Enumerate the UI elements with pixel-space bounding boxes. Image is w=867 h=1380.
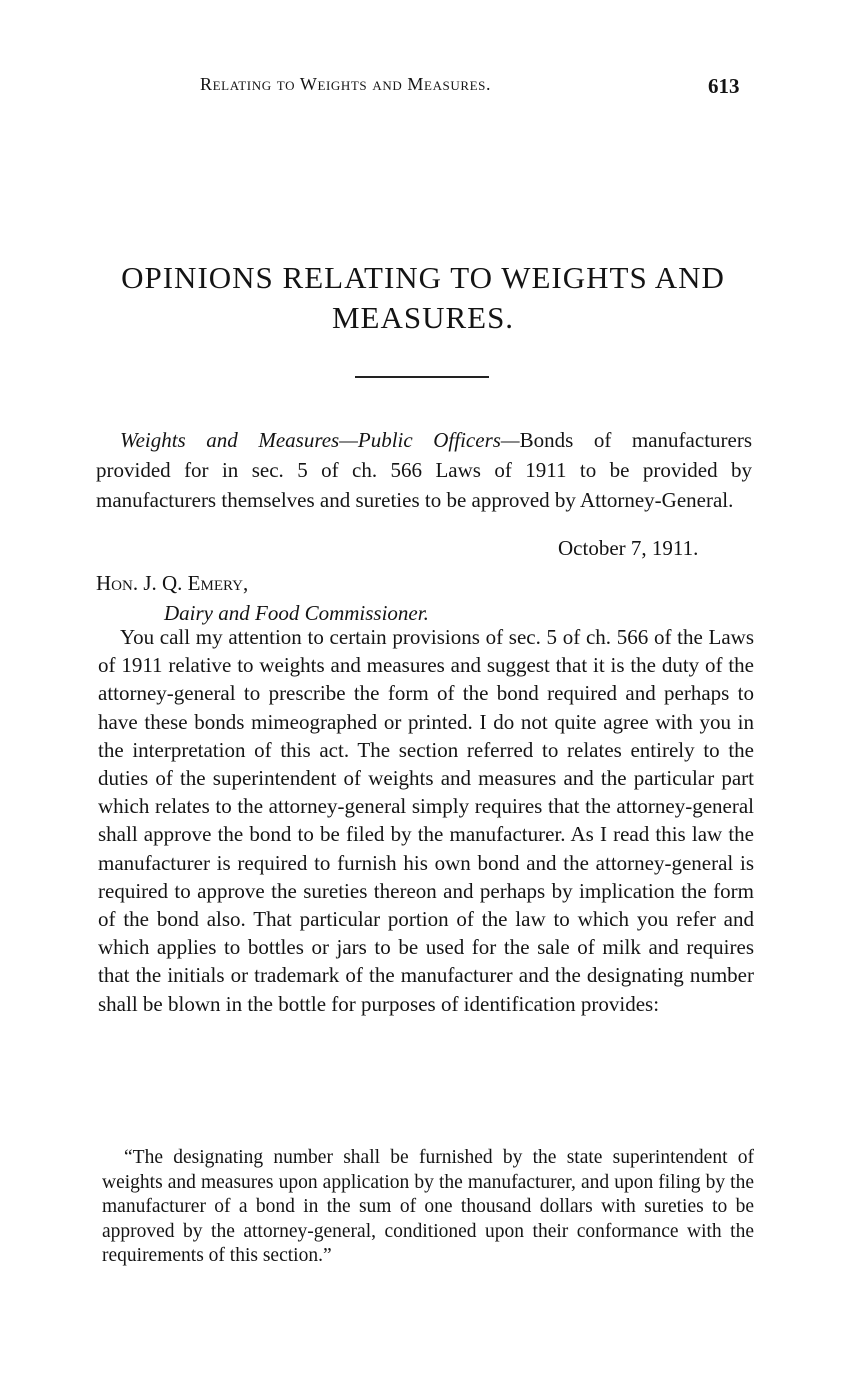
syllabus-text: Bonds of manufacturers provided for in sec. 5 of ch. 566 Laws of 1911 to be provided by manufacturers themselves and sureties to be approved by Attorney-General. [96, 428, 753, 512]
running-head: Relating to Weights and Measures. [200, 74, 492, 94]
title-divider [355, 376, 489, 378]
addressee-block [96, 568, 429, 628]
letter-date: October 7, 1911. [558, 536, 699, 560]
body-paragraph: You call my attention to certain provisions of sec. 5 of ch. 566 of the Laws of 1911 relative to weights and measures and suggest that it is the duty of the attorney-general to prescribe the form of the bond required and perhaps to have these bonds mimeographed or printed. I do not quite agree with you in the interpretation of this act. The section referred to relates entirely to the duties of the superintendent of weights and measures and the particular part which relates to the attorney-general simply requires that the attorney-general shall approve the bond to be filed by the manufacturer. As I read this law the manufacturer is required to furnish his own bond and the attorney-general is required to approve the sureties thereon and perhaps by implication the form of the bond also. That particular portion of the law to which you refer and which applies to bottles or jars to be used for the sale of milk and requires that the initials or trademark of the manufacturer and the designating number shall be blown in the bottle for purposes of identification provides: [98, 625, 754, 1016]
syllabus-topic: Weights and Measures—Public Officers— [120, 428, 520, 452]
syllabus-paragraph [96, 425, 752, 515]
addressee-name: Hon. J. Q. Emery, [96, 571, 249, 595]
addressee-title: Dairy and Food Commissioner. [164, 601, 429, 625]
page-title: OPINIONS RELATING TO WEIGHTS AND MEASURES. [121, 260, 725, 335]
page-number: 613 [708, 74, 740, 98]
statute-quote: “The designating number shall be furnished by the state superintendent of weights and measures upon application by the manufacturer, and upon filing by the manufacturer of a bond in the sum of one thousand dollars with sureties to be approved by the attorney-general, conditioned upon their conformance with the requirements of this section.” [102, 1147, 754, 1266]
